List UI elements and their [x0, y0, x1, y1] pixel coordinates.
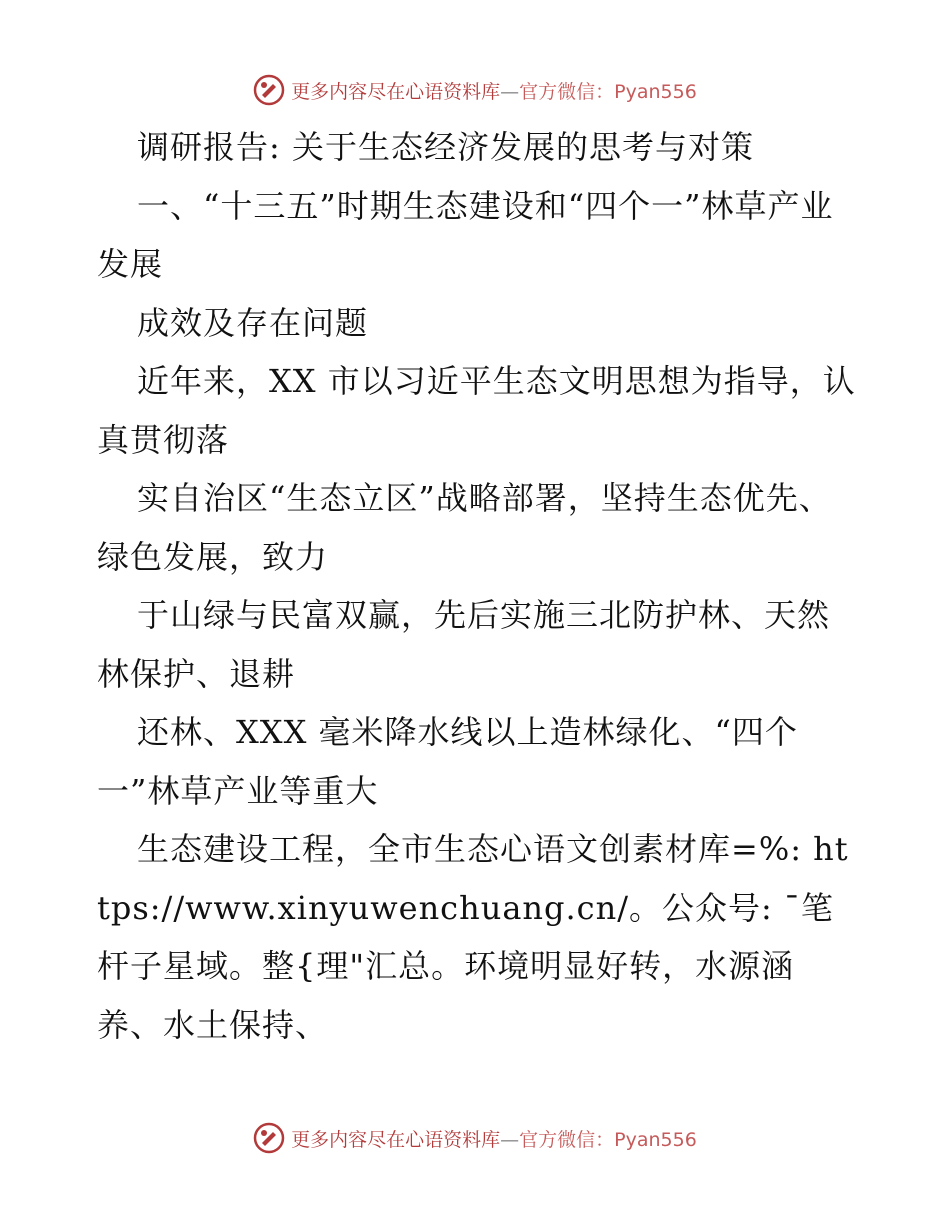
- seal-logo-icon: [253, 1122, 285, 1154]
- footer-banner: [0, 1118, 950, 1158]
- header-banner-wechat: 官方微信：Pyan556: [519, 80, 697, 103]
- document-title: 调研报告: 关于生态经济发展的思考与对策: [137, 128, 754, 166]
- header-banner-text: [291, 77, 697, 104]
- footer-banner-main: 更多内容尽在心语资料库: [291, 1128, 501, 1151]
- paragraph: 于山绿与民富双赢，先后实施三北防护林、天然林保护、退耕: [97, 596, 831, 693]
- paragraph: 还林、XXX 毫米降水线以上造林绿化、“四个一”林草产业等重大: [97, 713, 798, 810]
- paragraph: 实自治区“生态立区”战略部署，坚持生态优先、绿色发展，致力: [97, 479, 832, 576]
- header-banner-main: 更多内容尽在心语资料库: [291, 80, 501, 103]
- document-body: [97, 118, 857, 1054]
- footer-banner-text: [291, 1125, 697, 1152]
- section-heading: 一、“十三五”时期生态建设和“四个一”林草产业发展: [97, 186, 834, 283]
- footer-banner-dash: —: [500, 1128, 520, 1151]
- paragraph: 近年来，XX 市以习近平生态文明思想为指导，认真贯彻落: [97, 362, 856, 459]
- footer-banner-wechat: 官方微信：Pyan556: [519, 1128, 697, 1151]
- seal-logo-icon: [253, 74, 285, 106]
- paragraph: 成效及存在问题: [137, 303, 369, 342]
- header-banner: [0, 70, 950, 110]
- header-banner-dash: —: [500, 80, 520, 103]
- paragraph: 生态建设工程，全市生态心语文创素材库=%: https://www.xinyuwenchuang.cn/。公众号: ¯笔杆子星域。整{理"汇总。环境明显好转，水源涵养、水土保持、: [97, 830, 849, 1044]
